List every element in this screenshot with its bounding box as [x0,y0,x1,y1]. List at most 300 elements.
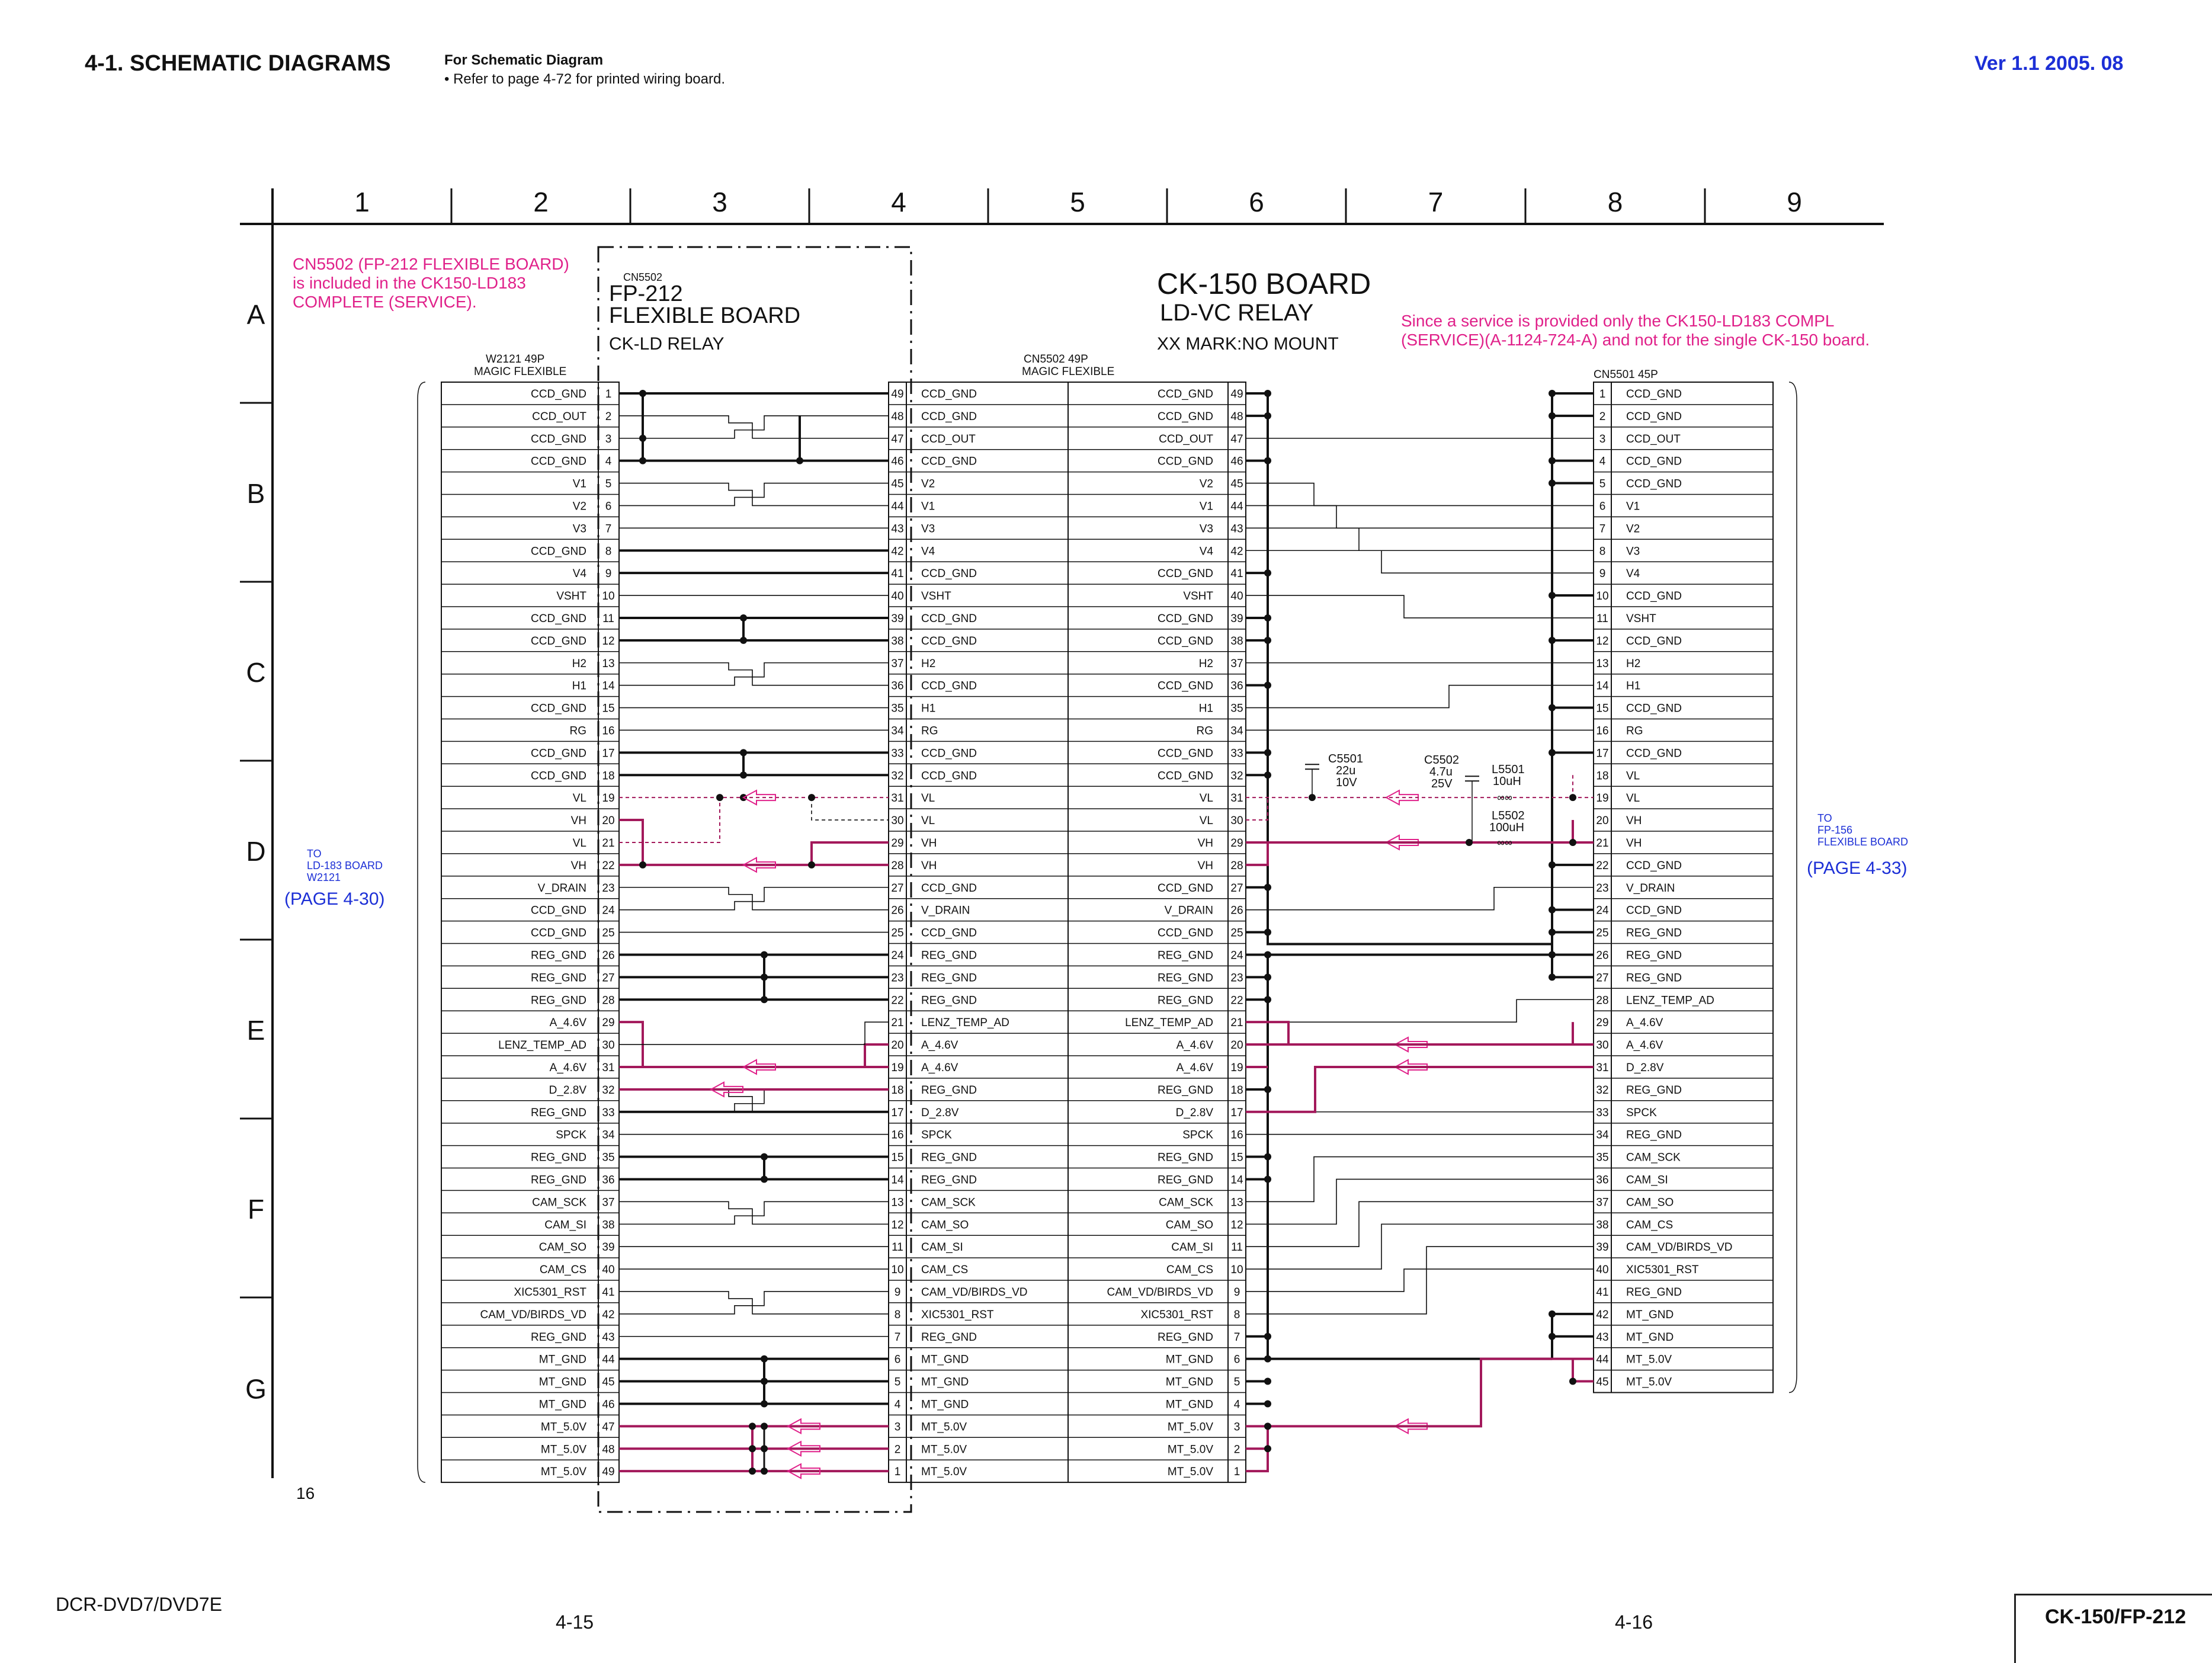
right-pin-number: 20 [1596,815,1609,828]
left-pin-number: 1 [605,387,612,400]
right-pin-number: 3 [1599,432,1606,446]
right-pin-number: 14 [1596,680,1609,693]
left-pin-number: 25 [602,927,615,940]
right-pin-name: MT_GND [1626,1331,1674,1344]
left-pin-name: CAM_VD/BIRDS_VD [480,1308,586,1321]
mid-pin-name: CCD_GND [921,612,977,625]
mid-pin-number: 45 [891,478,904,491]
right-pin-name: CAM_SCK [1626,1151,1681,1164]
right-pin-number: 17 [1596,747,1609,760]
mid-pin-name: CCD_GND [921,882,977,895]
right-pin-number: 16 [1596,725,1609,738]
right-note-line: Since a service is provided only the CK150-LD183 COMPL [1401,312,1835,330]
mid-pin-number: 26 [891,904,904,917]
signal-trace [1246,685,1594,708]
mid-pin-name: MT_GND [921,1376,969,1389]
signal-trace [619,663,889,685]
mid-pin-number: 43 [891,523,904,536]
ck150-pin-name: V2 [1199,478,1213,491]
left-pin-name: VL [572,792,586,805]
signal-trace [619,1090,889,1112]
junction-dot [761,973,768,981]
mid-pin-name: SPCK [921,1129,952,1142]
ck150-pin-number: 9 [1233,1286,1240,1299]
ck150-pin-name: MT_GND [1165,1376,1213,1389]
mid-pin-name: CCD_GND [921,747,977,760]
ck150-pin-name: CAM_SO [1165,1219,1213,1232]
mid-pin-number: 41 [891,568,904,581]
c5501-voltage: 10V [1336,776,1357,789]
mid-pin-number: 40 [891,590,904,603]
mid-pin-name: V4 [921,545,935,558]
mid-pin-number: 1 [894,1466,901,1479]
mid-pin-name: CAM_CS [921,1264,969,1277]
junction-dot [761,1400,768,1407]
right-pin-number: 9 [1599,568,1606,581]
mid-pin-number: 28 [891,859,904,872]
left-pin-name: CAM_SCK [532,1196,586,1209]
right-pin-number: 41 [1596,1286,1609,1299]
ck150-pin-name: MT_5.0V [1167,1421,1213,1434]
left-pin-name: CAM_SO [538,1241,586,1254]
mid-pin-number: 42 [891,545,904,558]
ck150-pin-number: 4 [1233,1398,1240,1411]
junction-dot [761,1467,768,1475]
to-right-board[interactable]: FP-156 [1817,824,1853,836]
mid-pin-name: H1 [921,702,936,715]
ck150-pin-name: REG_GND [1158,972,1213,985]
l5502-value: 100uH [1489,821,1524,834]
right-pin-number: 6 [1599,500,1606,513]
mid-pin-number: 10 [891,1264,904,1277]
right-pin-number: 44 [1596,1353,1609,1366]
right-pin-number: 8 [1599,545,1606,558]
grid-column-label: 8 [1607,187,1623,217]
left-pin-name: H2 [572,657,586,670]
right-pin-name: A_4.6V [1626,1017,1663,1030]
right-pin-name: REG_GND [1626,1129,1682,1142]
ck150-pin-name: LENZ_TEMP_AD [1125,1017,1213,1030]
right-pin-name: V_DRAIN [1626,882,1675,895]
left-pin-number: 13 [602,657,615,670]
ck150-pin-number: 3 [1233,1421,1240,1434]
ck150-pin-number: 16 [1230,1129,1243,1142]
signal-trace [1246,1247,1594,1314]
mid-pin-name: REG_GND [921,1084,977,1097]
right-pin-number: 7 [1599,523,1606,536]
ck150-pin-number: 42 [1230,545,1243,558]
signal-trace [1246,1269,1594,1292]
left-pin-name: V1 [572,478,586,491]
junction-dot [1264,1086,1271,1093]
footer-board-name: CK-150/FP-212 [2045,1606,2187,1628]
ck150-pin-number: 30 [1230,815,1243,828]
left-pin-number: 40 [602,1264,615,1277]
left-pin-name: REG_GND [531,994,586,1007]
c5502-label: C5502 [1424,754,1459,767]
a46v-trace [865,1044,889,1067]
mid-pin-number: 34 [891,725,904,738]
ck150-pin-name: REG_GND [1158,1151,1213,1164]
junction-dot [1264,569,1271,576]
mid-pin-number: 15 [891,1151,904,1164]
left-pin-number: 46 [602,1398,615,1411]
left-pin-name: V4 [572,568,586,581]
fp212-cn-label: CN5502 [623,271,663,283]
signal-trace [619,1292,889,1314]
right-pin-name: V3 [1626,545,1640,558]
mid-pin-name: V2 [921,478,935,491]
mid-pin-number: 46 [891,455,904,468]
right-pin-name: REG_GND [1626,927,1682,940]
junction-dot [1549,592,1556,599]
mid-pin-number: 8 [894,1308,901,1321]
ck150-pin-name: CCD_GND [1158,747,1213,760]
junction-dot [1549,412,1556,419]
ck150-pin-number: 8 [1233,1308,1240,1321]
ck150-pin-name: V_DRAIN [1164,904,1213,917]
left-pin-number: 28 [602,994,615,1007]
left-pin-number: 5 [605,478,612,491]
l5502-symbol: ∞∞ [1497,836,1512,848]
signal-trace [619,1090,889,1112]
ck150-pin-number: 46 [1230,455,1243,468]
ck150-pin-name: CCD_OUT [1159,432,1213,446]
right-pin-name: CCD_GND [1626,455,1682,468]
ck150-pin-name: A_4.6V [1176,1061,1213,1074]
to-right-board[interactable]: TO [1817,812,1832,824]
ck150-pin-number: 19 [1230,1061,1243,1074]
left-pin-number: 11 [602,612,614,625]
right-pin-number: 39 [1596,1241,1609,1254]
left-brace [418,382,425,1482]
ck150-pin-number: 40 [1230,590,1243,603]
ck150-pin-number: 39 [1230,612,1243,625]
left-pin-name: VH [570,859,586,872]
ck150-pin-number: 31 [1230,792,1243,805]
left-pin-number: 45 [602,1376,615,1389]
right-pin-number: 33 [1596,1106,1609,1119]
right-pin-name: VL [1626,770,1640,783]
left-pin-number: 42 [602,1308,615,1321]
mid-pin-number: 24 [891,949,904,962]
ck150-pin-name: D_2.8V [1175,1106,1213,1119]
right-pin-number: 38 [1596,1219,1609,1232]
junction-dot [749,1445,756,1452]
signal-trace [1246,528,1594,550]
mid-pin-name: REG_GND [921,949,977,962]
mid-pin-number: 29 [891,837,904,850]
grid-column-label: 7 [1428,187,1444,217]
junction-dot [1549,480,1556,487]
ck150-pin-number: 47 [1230,432,1243,446]
left-pin-number: 3 [605,432,612,446]
mid-pin-number: 11 [892,1241,903,1254]
left-pin-name: MT_GND [538,1376,586,1389]
junction-dot [1569,1378,1576,1385]
junction-dot [761,1378,768,1385]
right-pin-number: 19 [1596,792,1609,805]
left-pin-number: 33 [602,1106,615,1119]
right-pin-number: 2 [1599,410,1606,423]
schematic-subtitle: For Schematic Diagram [444,52,604,68]
left-pin-number: 16 [602,725,615,738]
ck150-pin-name: SPCK [1182,1129,1213,1142]
right-pin-name: H2 [1626,657,1641,670]
ck150-pin-number: 48 [1230,410,1243,423]
grid-row-label: D [246,836,266,867]
ck150-pin-name: REG_GND [1158,949,1213,962]
to-left-board[interactable]: LD-183 BOARD [307,860,383,871]
mid-pin-name: MT_GND [921,1398,969,1411]
right-pin-number: 26 [1596,949,1609,962]
mid-pin-name: V_DRAIN [921,904,970,917]
right-pin-number: 43 [1596,1331,1609,1344]
version-label: Ver 1.1 2005. 08 [1974,52,2124,75]
junction-dot [1549,1310,1556,1318]
mid-pin-name: CCD_GND [921,387,977,400]
right-brace [1789,382,1797,1393]
left-pin-name: CAM_CS [539,1264,586,1277]
junction-dot [1549,457,1556,464]
right-pin-name: CCD_OUT [1626,432,1681,446]
left-pin-name: H1 [572,680,586,693]
lenz-trace [619,1022,889,1044]
signal-trace [619,416,889,438]
right-pin-number: 24 [1596,904,1609,917]
right-pin-number: 25 [1596,927,1609,940]
mid-pin-name: MT_5.0V [921,1421,967,1434]
mid-pin-name: CAM_SI [921,1241,963,1254]
ck150-pin-number: 28 [1230,859,1243,872]
left-pin-number: 17 [602,747,615,760]
left-pin-name: CCD_GND [531,927,586,940]
right-pin-name: CAM_CS [1626,1219,1674,1232]
mid-pin-number: 9 [894,1286,901,1299]
ck150-pin-name: H2 [1198,657,1213,670]
junction-dot [1264,614,1271,621]
ck150-pin-number: 45 [1230,478,1243,491]
junction-dot [808,794,815,801]
junction-dot [1264,996,1271,1003]
signal-trace [1246,483,1594,506]
junction-dot [761,1175,768,1183]
ck150-pin-number: 1 [1233,1466,1240,1479]
left-pin-name: VSHT [556,590,586,603]
grid-row-label: A [246,299,265,330]
right-pin-number: 42 [1596,1308,1609,1321]
vh-trace [812,842,889,865]
left-pin-number: 7 [605,523,612,536]
ck150-pin-number: 41 [1230,568,1243,581]
ck150-pin-name: RG [1196,725,1213,738]
page-link-right[interactable]: (PAGE 4-33) [1807,858,1908,878]
to-right-board[interactable]: FLEXIBLE BOARD [1817,836,1909,848]
right-pin-number: 12 [1596,635,1609,648]
to-left-board[interactable]: W2121 [307,871,341,883]
ck150-pin-name: CCD_GND [1158,410,1213,423]
ck150-pin-number: 35 [1230,702,1243,715]
left-pin-number: 39 [602,1241,615,1254]
d28v-trace [1246,1067,1594,1112]
left-pin-number: 34 [602,1129,615,1142]
ck150-mark: XX MARK:NO MOUNT [1157,334,1339,354]
signal-trace [619,663,889,685]
left-pin-number: 32 [602,1084,615,1097]
ck150-pin-name: MT_GND [1165,1353,1213,1366]
right-pin-number: 32 [1596,1084,1609,1097]
footer-page-right: 4-16 [1615,1611,1653,1633]
junction-dot [1549,749,1556,756]
left-pin-number: 30 [602,1039,615,1052]
left-pin-name: CCD_GND [531,635,586,648]
grid-column-label: 6 [1249,187,1264,217]
junction-dot [1264,1153,1271,1161]
left-pin-name: MT_5.0V [540,1443,586,1456]
right-pin-number: 21 [1596,837,1609,850]
right-connector-label: CN5501 45P [1594,369,1658,381]
grid-row-label: B [246,478,265,509]
junction-dot [1264,1445,1271,1452]
mid-pin-name: REG_GND [921,972,977,985]
left-pin-number: 19 [602,792,615,805]
left-pin-name: CCD_GND [531,770,586,783]
ck150-pin-name: CAM_CS [1166,1264,1213,1277]
left-pin-number: 9 [605,568,612,581]
right-pin-name: D_2.8V [1626,1061,1664,1074]
ck150-pin-number: 33 [1230,747,1243,760]
right-pin-name: XIC5301_RST [1626,1264,1699,1277]
ck150-pin-number: 29 [1230,837,1243,850]
ck150-pin-number: 14 [1230,1174,1243,1187]
ck150-pin-number: 25 [1230,927,1243,940]
right-pin-name: CCD_GND [1626,702,1682,715]
junction-dot [639,390,646,397]
grid-row-label: E [246,1015,265,1046]
left-pin-name: CAM_SI [544,1219,586,1232]
mid-pin-number: 17 [891,1106,904,1119]
ck150-pin-name: H1 [1198,702,1213,715]
signal-trace [619,1292,889,1314]
left-pin-name: CCD_GND [531,702,586,715]
left-pin-name: VL [572,837,586,850]
mid-pin-number: 14 [891,1174,904,1187]
left-pin-number: 44 [602,1353,615,1366]
ck150-pin-number: 27 [1230,882,1243,895]
mid-pin-number: 6 [894,1353,901,1366]
junction-dot [740,637,747,644]
left-connector-label: MAGIC FLEXIBLE [474,366,567,378]
junction-dot [1264,682,1271,689]
ck150-pin-name: REG_GND [1158,994,1213,1007]
left-pin-number: 36 [602,1174,615,1187]
ck150-pin-number: 2 [1233,1443,1240,1456]
ck150-pin-name: CCD_GND [1158,770,1213,783]
right-pin-name: H1 [1626,680,1641,693]
left-pin-number: 20 [602,815,615,828]
right-pin-name: CCD_GND [1626,478,1682,491]
ck150-pin-number: 36 [1230,680,1243,693]
left-pin-number: 29 [602,1017,615,1030]
left-pin-number: 6 [605,500,612,513]
right-pin-number: 31 [1596,1061,1609,1074]
signal-trace [619,416,889,438]
ck150-pin-name: REG_GND [1158,1084,1213,1097]
mid-pin-number: 19 [891,1061,904,1074]
mid-pin-number: 47 [891,432,904,446]
right-pin-name: REG_GND [1626,1286,1682,1299]
to-left-board[interactable]: TO [307,848,322,860]
ck150-pin-name: CCD_GND [1158,680,1213,693]
mid-pin-name: REG_GND [921,994,977,1007]
mid-pin-name: CCD_GND [921,410,977,423]
mid-pin-name: A_4.6V [921,1039,958,1052]
left-pin-number: 37 [602,1196,615,1209]
right-pin-number: 22 [1596,859,1609,872]
junction-dot [740,614,747,621]
ck150-pin-number: 11 [1231,1241,1243,1254]
left-pin-name: V_DRAIN [537,882,586,895]
ck150-pin-number: 23 [1230,972,1243,985]
signal-trace [619,887,889,910]
signal-trace [619,483,889,506]
left-pin-name: REG_GND [531,1106,586,1119]
mid-pin-name: H2 [921,657,936,670]
left-pin-name: A_4.6V [549,1061,586,1074]
signal-trace [619,1201,889,1224]
junction-dot [639,861,646,869]
ck150-pin-number: 37 [1230,657,1243,670]
junction-dot [1264,1400,1271,1407]
left-pin-number: 26 [602,949,615,962]
signal-trace [1246,505,1594,528]
ck150-pin-number: 22 [1230,994,1243,1007]
signal-trace [1246,887,1594,910]
right-pin-name: REG_GND [1626,949,1682,962]
left-pin-name: REG_GND [531,972,586,985]
left-pin-name: MT_GND [538,1353,586,1366]
right-pin-name: A_4.6V [1626,1039,1663,1052]
footer-page-left: 4-15 [556,1611,594,1633]
ck150-pin-name: CCD_GND [1158,635,1213,648]
right-pin-number: 29 [1596,1017,1609,1030]
junction-dot [749,1467,756,1475]
left-pin-name: REG_GND [531,1174,586,1187]
left-pin-name: MT_5.0V [540,1466,586,1479]
junction-dot [761,1356,768,1363]
junction-dot [1549,861,1556,869]
ck150-pin-number: 17 [1230,1106,1243,1119]
junction-dot [1569,794,1576,801]
junction-dot [1466,839,1473,846]
ck150-pin-name: CCD_GND [1158,927,1213,940]
footer-model: DCR-DVD7/DVD7E [56,1594,222,1615]
junction-dot [749,1422,756,1430]
page-link-left[interactable]: (PAGE 4-30) [284,889,385,909]
mid-pin-name: REG_GND [921,1151,977,1164]
right-pin-name: RG [1626,725,1643,738]
mid-pin-name: XIC5301_RST [921,1308,994,1321]
right-pin-number: 15 [1596,702,1609,715]
left-pin-number: 10 [602,590,615,603]
mid-pin-name: CAM_SO [921,1219,969,1232]
left-pin-name: REG_GND [531,1151,586,1164]
right-pin-name: CCD_GND [1626,387,1682,400]
ck150-pin-number: 20 [1230,1039,1243,1052]
ck150-title: CK-150 BOARD [1157,267,1371,300]
mid-pin-number: 49 [891,387,904,400]
left-pin-number: 4 [605,455,612,468]
